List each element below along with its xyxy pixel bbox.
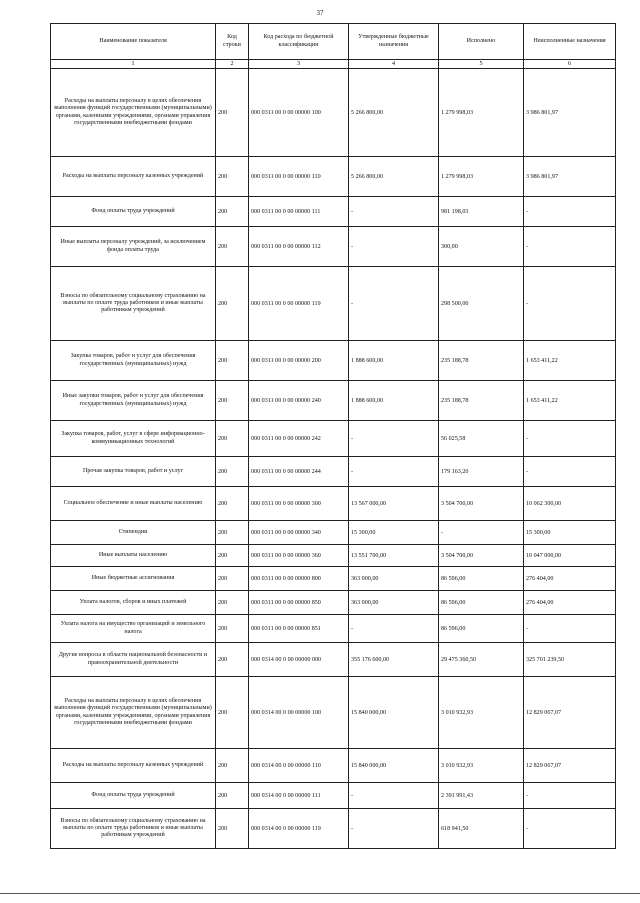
row-name-cell: Прочая закупка товаров, работ и услуг bbox=[51, 457, 216, 487]
page-number: 37 bbox=[316, 9, 324, 17]
table-row bbox=[51, 591, 616, 615]
bottom-rule bbox=[0, 893, 640, 894]
row-approved-cell: - bbox=[349, 457, 439, 487]
table-row bbox=[51, 341, 616, 381]
row-approved-cell: 15 840 000,00 bbox=[349, 677, 439, 749]
row-name-cell: Взносы по обязательному социальному страхованию на выплаты по оплате труда работников и иные выплаты работникам учреждений bbox=[51, 267, 216, 341]
row-name-cell: Расходы на выплаты персоналу в целях обеспечения выполнения функций государственными (муниципальными) органами, казенными учреждениями, органами управления государственными внебюджетными фондами bbox=[51, 69, 216, 157]
row-approved-cell: 5 266 800,00 bbox=[349, 69, 439, 157]
row-unexecuted-cell: 12 829 067,07 bbox=[524, 677, 616, 749]
row-executed-cell: 3 010 932,93 bbox=[439, 677, 524, 749]
row-code-cell: 200 bbox=[216, 591, 249, 615]
table-body bbox=[51, 69, 616, 849]
row-classification-cell: 000 0311 00 0 00 00000 110 bbox=[249, 157, 349, 197]
row-name-cell: Социальное обеспечение и иные выплаты населению bbox=[51, 487, 216, 521]
table-row bbox=[51, 545, 616, 567]
table-row bbox=[51, 69, 616, 157]
table-row bbox=[51, 615, 616, 643]
column-number: 4 bbox=[349, 60, 439, 69]
row-approved-cell: 5 266 800,00 bbox=[349, 157, 439, 197]
row-name-cell: Стипендии bbox=[51, 521, 216, 545]
table-row bbox=[51, 783, 616, 809]
row-name-cell: Уплата налогов, сборов и иных платежей bbox=[51, 591, 216, 615]
row-executed-cell: 3 010 932,93 bbox=[439, 749, 524, 783]
row-unexecuted-cell: - bbox=[524, 267, 616, 341]
row-code-cell: 200 bbox=[216, 197, 249, 227]
row-executed-cell: 179 163,20 bbox=[439, 457, 524, 487]
table-row bbox=[51, 457, 616, 487]
row-classification-cell: 000 0311 00 0 00 00000 850 bbox=[249, 591, 349, 615]
row-unexecuted-cell: 12 829 067,07 bbox=[524, 749, 616, 783]
row-approved-cell: - bbox=[349, 267, 439, 341]
row-classification-cell: 000 0311 00 0 00 00000 119 bbox=[249, 267, 349, 341]
row-approved-cell: - bbox=[349, 783, 439, 809]
row-executed-cell: 618 941,50 bbox=[439, 809, 524, 849]
row-executed-cell: 3 504 700,00 bbox=[439, 487, 524, 521]
row-approved-cell: 15 840 000,00 bbox=[349, 749, 439, 783]
row-code-cell: 200 bbox=[216, 749, 249, 783]
row-approved-cell: 13 567 000,00 bbox=[349, 487, 439, 521]
row-unexecuted-cell: 10 062 300,00 bbox=[524, 487, 616, 521]
row-classification-cell: 000 0311 00 0 00 00000 242 bbox=[249, 421, 349, 457]
column-number: 3 bbox=[249, 60, 349, 69]
row-classification-cell: 000 0314 00 0 00 00000 110 bbox=[249, 749, 349, 783]
row-code-cell: 200 bbox=[216, 69, 249, 157]
table-row bbox=[51, 197, 616, 227]
table-row bbox=[51, 487, 616, 521]
header-executed: Исполнено bbox=[439, 24, 524, 60]
column-number-row bbox=[51, 60, 616, 69]
row-classification-cell: 000 0311 00 0 00 00000 300 bbox=[249, 487, 349, 521]
row-unexecuted-cell: 1 653 411,22 bbox=[524, 341, 616, 381]
row-approved-cell: - bbox=[349, 421, 439, 457]
row-unexecuted-cell: - bbox=[524, 809, 616, 849]
row-code-cell: 200 bbox=[216, 457, 249, 487]
row-executed-cell: 235 188,78 bbox=[439, 341, 524, 381]
table-row bbox=[51, 267, 616, 341]
row-classification-cell: 000 0311 00 0 00 00000 800 bbox=[249, 567, 349, 591]
row-classification-cell: 000 0311 00 0 00 00000 851 bbox=[249, 615, 349, 643]
row-executed-cell: 86 596,00 bbox=[439, 615, 524, 643]
row-name-cell: Расходы на выплаты персоналу казенных учреждений bbox=[51, 157, 216, 197]
row-approved-cell: - bbox=[349, 227, 439, 267]
row-executed-cell: 86 596,00 bbox=[439, 591, 524, 615]
row-name-cell: Иные закупки товаров, работ и услуг для обеспечения государственных (муниципальных) нужд bbox=[51, 381, 216, 421]
table-row bbox=[51, 381, 616, 421]
header-code: Код строки bbox=[216, 24, 249, 60]
row-executed-cell: - bbox=[439, 521, 524, 545]
row-code-cell: 200 bbox=[216, 341, 249, 381]
row-unexecuted-cell: 1 653 411,22 bbox=[524, 381, 616, 421]
table-row bbox=[51, 643, 616, 677]
row-unexecuted-cell: 3 986 801,97 bbox=[524, 157, 616, 197]
row-name-cell: Иные бюджетные ассигнования bbox=[51, 567, 216, 591]
row-executed-cell: 29 475 360,50 bbox=[439, 643, 524, 677]
row-approved-cell: 15 300,00 bbox=[349, 521, 439, 545]
row-classification-cell: 000 0314 00 0 00 00000 111 bbox=[249, 783, 349, 809]
header-classification: Код расхода по бюджетной классификации bbox=[249, 24, 349, 60]
row-approved-cell: 355 176 600,00 bbox=[349, 643, 439, 677]
row-unexecuted-cell: - bbox=[524, 783, 616, 809]
column-number: 1 bbox=[51, 60, 216, 69]
row-executed-cell: 86 596,00 bbox=[439, 567, 524, 591]
header-approved: Утвержденные бюджетные назначения bbox=[349, 24, 439, 60]
row-executed-cell: 981 198,03 bbox=[439, 197, 524, 227]
row-name-cell: Фонд оплаты труда учреждений bbox=[51, 783, 216, 809]
row-approved-cell: 1 888 600,00 bbox=[349, 381, 439, 421]
column-number: 5 bbox=[439, 60, 524, 69]
row-unexecuted-cell: - bbox=[524, 457, 616, 487]
table-row bbox=[51, 227, 616, 267]
row-approved-cell: 13 551 700,00 bbox=[349, 545, 439, 567]
row-name-cell: Другие вопросы в области национальной безопасности и правоохранительной деятельности bbox=[51, 643, 216, 677]
row-code-cell: 200 bbox=[216, 521, 249, 545]
row-code-cell: 200 bbox=[216, 809, 249, 849]
row-approved-cell: 363 000,00 bbox=[349, 591, 439, 615]
row-code-cell: 200 bbox=[216, 567, 249, 591]
row-unexecuted-cell: 276 404,00 bbox=[524, 591, 616, 615]
table-row bbox=[51, 157, 616, 197]
row-code-cell: 200 bbox=[216, 381, 249, 421]
table-row bbox=[51, 567, 616, 591]
row-code-cell: 200 bbox=[216, 545, 249, 567]
row-name-cell: Расходы на выплаты персоналу в целях обеспечения выполнения функций государственными (муниципальными) органами, казенными учреждениями, органами управления государственными внебюджетными фондами bbox=[51, 677, 216, 749]
row-code-cell: 200 bbox=[216, 783, 249, 809]
row-executed-cell: 300,00 bbox=[439, 227, 524, 267]
row-classification-cell: 000 0314 00 0 00 00000 100 bbox=[249, 677, 349, 749]
row-classification-cell: 000 0311 00 0 00 00000 340 bbox=[249, 521, 349, 545]
row-classification-cell: 000 0311 00 0 00 00000 240 bbox=[249, 381, 349, 421]
table-row bbox=[51, 521, 616, 545]
row-code-cell: 200 bbox=[216, 157, 249, 197]
row-unexecuted-cell: 325 701 239,50 bbox=[524, 643, 616, 677]
row-unexecuted-cell: - bbox=[524, 197, 616, 227]
row-classification-cell: 000 0311 00 0 00 00000 112 bbox=[249, 227, 349, 267]
row-name-cell: Иные выплаты персоналу учреждений, за исключением фонда оплаты труда bbox=[51, 227, 216, 267]
row-executed-cell: 56 025,58 bbox=[439, 421, 524, 457]
row-unexecuted-cell: - bbox=[524, 421, 616, 457]
row-classification-cell: 000 0314 00 0 00 00000 000 bbox=[249, 643, 349, 677]
row-classification-cell: 000 0311 00 0 00 00000 111 bbox=[249, 197, 349, 227]
row-classification-cell: 000 0314 00 0 00 00000 119 bbox=[249, 809, 349, 849]
row-approved-cell: - bbox=[349, 197, 439, 227]
row-code-cell: 200 bbox=[216, 487, 249, 521]
row-code-cell: 200 bbox=[216, 421, 249, 457]
row-executed-cell: 1 279 998,03 bbox=[439, 69, 524, 157]
table-row bbox=[51, 421, 616, 457]
row-name-cell: Закупка товаров, работ, услуг в сфере информационно-коммуникационных технологий bbox=[51, 421, 216, 457]
row-approved-cell: - bbox=[349, 615, 439, 643]
header-row bbox=[51, 24, 616, 60]
row-code-cell: 200 bbox=[216, 643, 249, 677]
row-name-cell: Иные выплаты населению bbox=[51, 545, 216, 567]
row-classification-cell: 000 0311 00 0 00 00000 200 bbox=[249, 341, 349, 381]
row-name-cell: Фонд оплаты труда учреждений bbox=[51, 197, 216, 227]
row-classification-cell: 000 0311 00 0 00 00000 244 bbox=[249, 457, 349, 487]
row-approved-cell: 363 000,00 bbox=[349, 567, 439, 591]
row-code-cell: 200 bbox=[216, 677, 249, 749]
row-unexecuted-cell: 276 404,00 bbox=[524, 567, 616, 591]
row-name-cell: Уплата налога на имущество организаций и земельного налога bbox=[51, 615, 216, 643]
row-name-cell: Взносы по обязательному социальному страхованию на выплаты по оплате труда работников и иные выплаты работникам учреждений bbox=[51, 809, 216, 849]
row-unexecuted-cell: 10 047 000,00 bbox=[524, 545, 616, 567]
column-number: 2 bbox=[216, 60, 249, 69]
row-unexecuted-cell: 15 300,00 bbox=[524, 521, 616, 545]
row-classification-cell: 000 0311 00 0 00 00000 100 bbox=[249, 69, 349, 157]
row-approved-cell: 1 888 600,00 bbox=[349, 341, 439, 381]
row-code-cell: 200 bbox=[216, 267, 249, 341]
table-row bbox=[51, 677, 616, 749]
row-classification-cell: 000 0311 00 0 00 00000 360 bbox=[249, 545, 349, 567]
row-executed-cell: 1 279 998,03 bbox=[439, 157, 524, 197]
column-number: 6 bbox=[524, 60, 616, 69]
row-code-cell: 200 bbox=[216, 227, 249, 267]
row-code-cell: 200 bbox=[216, 615, 249, 643]
row-executed-cell: 2 391 991,43 bbox=[439, 783, 524, 809]
table-row bbox=[51, 809, 616, 849]
row-executed-cell: 298 500,00 bbox=[439, 267, 524, 341]
table-row bbox=[51, 749, 616, 783]
row-unexecuted-cell: 3 986 801,97 bbox=[524, 69, 616, 157]
header-unexecuted: Неисполненные назначения bbox=[524, 24, 616, 60]
budget-execution-table bbox=[50, 23, 616, 849]
row-name-cell: Закупка товаров, работ и услуг для обеспечения государственных (муниципальных) нужд bbox=[51, 341, 216, 381]
row-executed-cell: 235 188,78 bbox=[439, 381, 524, 421]
row-executed-cell: 3 504 700,00 bbox=[439, 545, 524, 567]
header-name: Наименование показателя bbox=[51, 24, 216, 60]
row-name-cell: Расходы на выплаты персоналу казенных учреждений bbox=[51, 749, 216, 783]
row-unexecuted-cell: - bbox=[524, 227, 616, 267]
row-unexecuted-cell: - bbox=[524, 615, 616, 643]
row-approved-cell: - bbox=[349, 809, 439, 849]
